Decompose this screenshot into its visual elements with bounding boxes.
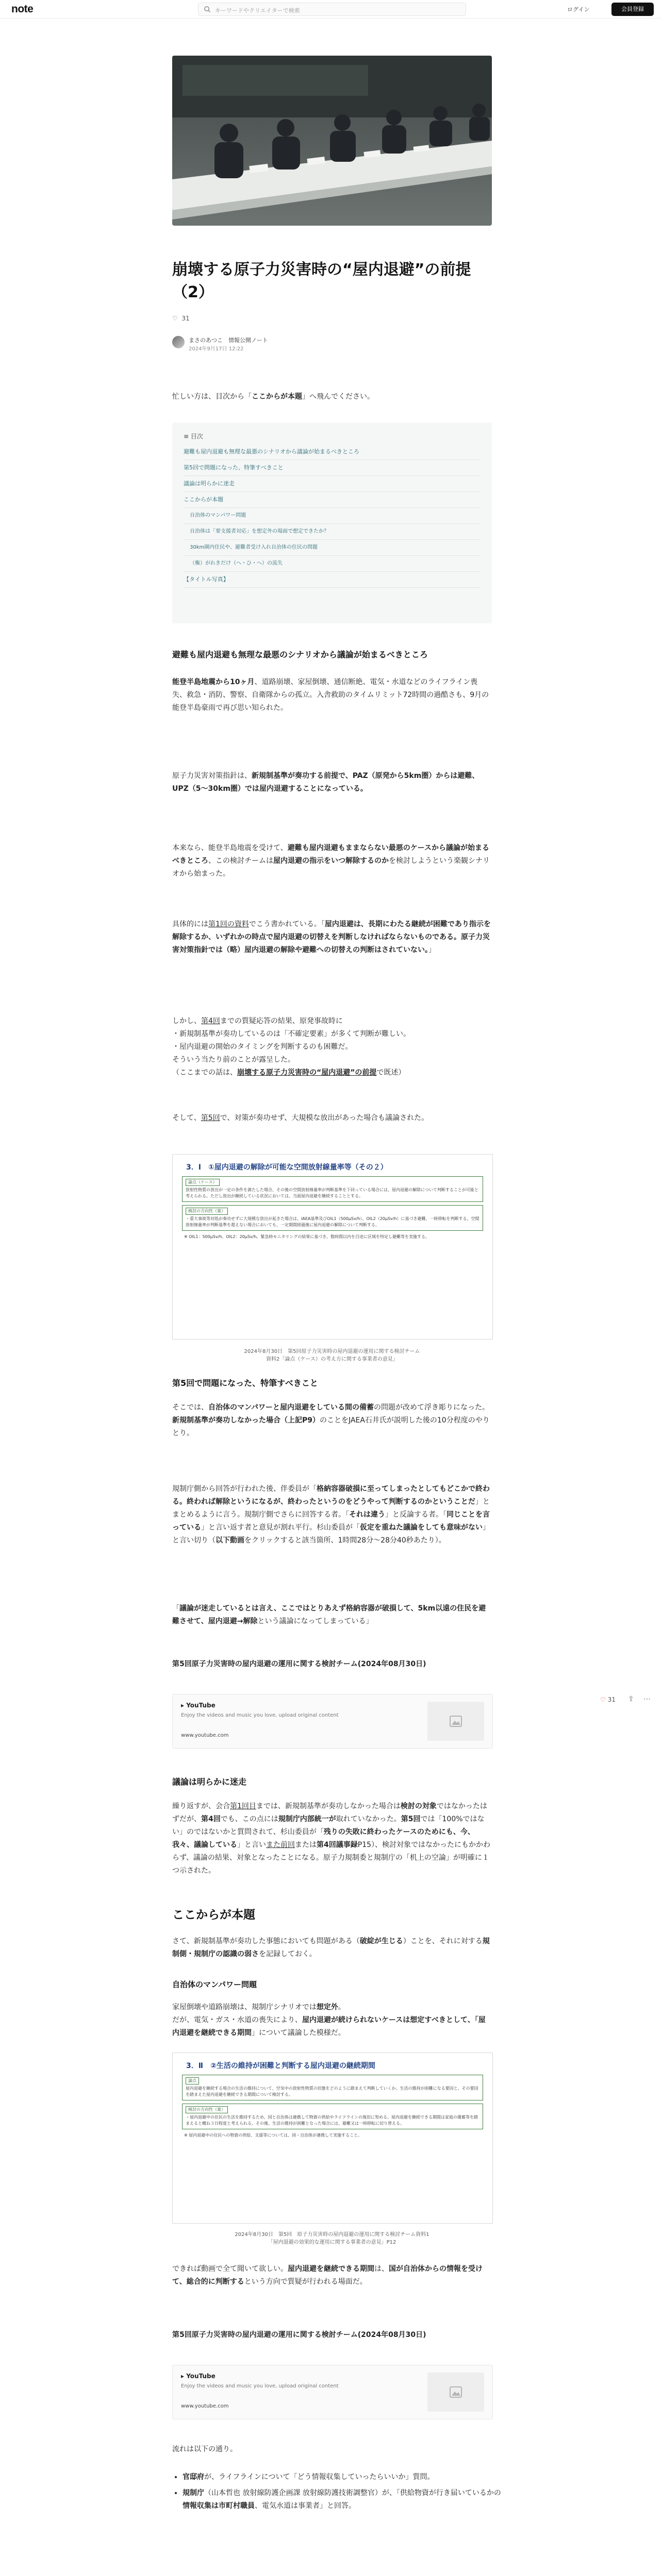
paragraph: 具体的には第1回の資料でこう書かれている。「屋内退避は、長期にわたる継続が困難であり指示を解除するか、いずれかの時点で屋内退避の切替えを判断しなければならないものである。原子力災害対策指針では（略）屋内退避の解除や避難への切替えの判断はされていない。」 [172, 920, 491, 954]
paragraph: できれば動画で全て聞いて欲しい。屋内退避を継続できる期間は、国が自治体からの情報を受けて、総合的に判断するという方向で質疑が行われる場面だ。 [172, 2265, 483, 2286]
youtube-title: ▸ YouTube [181, 1702, 216, 1709]
login-link[interactable]: ログイン [567, 6, 590, 13]
youtube-url[interactable]: www.youtube.com [181, 2403, 229, 2409]
top-header [0, 0, 662, 19]
paragraph: 原子力災害対策指針は、新規制基準が奏功する前提で、PAZ（原発から5km圏）からは避難、UPZ（5〜30km圏）では屋内退避することになっている。 [172, 772, 479, 793]
paragraph: 規制庁側から回答が行われた後、伴委員が「格納容器破損に至ってしまったとしてもどこかで終わる。終われば解除というになるが、終わったというのをどうやって判断するのかということだ」とまとめるように言う。規制庁側でさらに回答する者。「それは違う」と反論する者。「同じことを言っている」と言い返す者と意見が割れ平行。杉山委員が「仮定を重ねた議論をしても意味がない」と言い切り（以下動画をクリックすると該当箇所、1時間28分〜28分40秒あたり）。 [172, 1485, 490, 1545]
figure-box: 検討の方向性（案） ・重大事故等対処が奏功せずに大規模な放出が起きた場合は、IAEA基準及びOIL1（500μSv/h）、OIL2（20μSv/h）に基づき避難、一時移転を判断する。空間放射線量率が判断基準を超えない場合においても、一定期間経過後に屋内退避の解除について判断する。 [182, 1205, 483, 1231]
paragraph: 家屋倒壊や道路崩壊は、規制庁シナリオでは想定外。 だが、電気・ガス・水道の喪失により、屋内退避が続けられないケースは想定すべきとして、「屋内退避を継続できる期間」について議論した模様だ。 [172, 2003, 486, 2037]
video-label: 第5回原子力災害時の屋内退避の運用に関する検討チーム(2024年08月30日) [172, 1660, 426, 1668]
link-last-meeting[interactable]: また前回 [266, 1841, 295, 1849]
hero-photo [172, 56, 492, 226]
link-meeting1[interactable]: 第1回目 [230, 1802, 256, 1810]
more-options-icon[interactable]: ⋯ [643, 1695, 651, 1703]
youtube-description: Enjoy the videos and music you love, upload original content [181, 1713, 339, 1718]
paragraph: 繰り返すが、会合第1回目までは、新規制基準が奏功しなかった場合は検討の対象ではなかったはずだが、第4回でも、この点には規制庁内部統一が取れていなかった。第5回では「100%ではない」のではないかと質問されて、杉山委員が「残りの失敗に終わったケースのためにも、今、我々、議論している」と言いまた前回または第4回議事録P15）、検討対象ではなかったにもかかわらず、議論の結果、対象となったことになる。原子力規制委と規制庁の「机上の空論」が明確に１つ示された。 [172, 1802, 491, 1875]
youtube-description: Enjoy the videos and music you love, upload original content [181, 2383, 339, 2389]
figure-title: 3．Ⅰ ①屋内退避の解除が可能な空間放射線量率等（その２） [186, 1163, 388, 1172]
author-name[interactable]: まさのあつこ 情報公開ノート [189, 337, 268, 344]
toc-heading[interactable]: ≡ 目次 [184, 433, 203, 440]
paragraph: そこでは、自治体のマンパワーと屋内退避をしている間の備蓄の問題が改めて浮き彫りになった。新規制基準が奏功しなかった場合（上記P9）のことをJAEA石井氏が説明した後の10分程度のやりとり。 [172, 1403, 490, 1437]
figure-slide-2[interactable] [172, 2053, 493, 2224]
figure-box: 論点（ケース） 放射性物質の放出が一定の条件を満たした場合、その後の空間放射線量率が判断基準を下回っている場合には、屋内退避の解除について判断することが可能と考えられる。ただし放出が継続している状況においては、当面屋内退避を継続することとする。 [182, 1176, 483, 1202]
paragraph: さて、新規制基準が奏功した事態においても問題がある（破綻が生じる）ことを、それに対する規制側・規制庁の認識の弱さを記録しておく。 [172, 1937, 490, 1958]
side-like-button[interactable]: ♡ 31 [600, 1696, 616, 1703]
image-placeholder-icon [450, 2386, 462, 2398]
figure-caption: 2024年8月30日 第5回 原子力災害時の屋内退避の運用に関する検討チーム資料1 「屋内退避の効果的な運用に関する事業者の意見」P12 [235, 2232, 429, 2245]
figure-note: ※ OIL1：500μSv/h、OIL2：20μSv/h。緊急時モニタリングの結果に基づき、数時間以内を目途に区域を特定し避難等を実施する。 [184, 1234, 429, 1239]
figure-note: ※ 屋内退避中の住民への物資の供給、支援等については、国・自治体が連携して実施すること。 [184, 2133, 362, 2138]
paragraph: 流れは以下の通り。 [172, 2445, 237, 2453]
search-icon [204, 6, 211, 13]
search-bar[interactable] [198, 3, 466, 16]
figure-title: 3．Ⅱ ②生活の維持が困難と判断する屋内退避の継続期間 [186, 2062, 375, 2070]
search-placeholder: キーワードやクリエイターで検索 [215, 7, 300, 14]
toc-item[interactable]: 議論は明らかに迷走 [184, 476, 481, 492]
heart-icon[interactable]: ♡ [600, 1696, 606, 1703]
youtube-thumbnail[interactable] [427, 1702, 484, 1741]
toc-item[interactable]: 第5回で問題になった、特筆すべきこと [184, 460, 481, 476]
paragraph: 能登半島地震から10ヶ月、道路崩壊、家屋倒壊、通信断絶、電気・水道などのライフライン喪失、救急・消防、警察、自衛隊からの孤立。入舎救助のタイムリミット72時間の過酷さも、9月の能登半島豪雨で再び思い知られた。 [172, 678, 489, 712]
video-label: 第5回原子力災害時の屋内退避の運用に関する検討チーム(2024年08月30日) [172, 2331, 426, 2339]
youtube-url[interactable]: www.youtube.com [181, 1733, 229, 1738]
intro-text: 忙しい方は、目次から「ここからが本題」へ飛んでください。 [172, 393, 374, 401]
author-block[interactable] [172, 334, 492, 355]
figure-caption: 2024年8月30日 第5回原子力災害時の屋内退避の運用に関する検討チーム 資料2「論点（ケース）の考え方に関する事業者の意見」 [244, 1349, 420, 1362]
youtube-embed-card[interactable] [172, 2365, 493, 2419]
link-meeting1-doc[interactable]: 第1回の資料 [208, 920, 249, 928]
figure-slide-1[interactable] [172, 1154, 493, 1340]
paragraph: 本来なら、能登半島地震を受けて、避難も屋内退避もままならない最悪のケースから議論が始まるべきところ、この検討チームは屋内退避の指示をいつ解除するのかを検討しようという楽観シナリオから始まった。 [172, 844, 490, 878]
toc-item[interactable]: ここからが本題 [184, 492, 481, 508]
toc-item[interactable]: 自治体のマンパワー問題 [184, 508, 481, 524]
link-previous-article[interactable]: 崩壊する原子力災害時の“屋内退避”の前提 [237, 1069, 377, 1077]
like-count[interactable]: ♡ 31 [172, 315, 190, 322]
heart-icon[interactable]: ♡ [172, 315, 178, 322]
article-title: 崩壊する原子力災害時の“屋内退避”の前提（2） [172, 261, 471, 301]
figure-box: 論点 屋内退避を継続する場合の生活の維持について、空気中の放射性物質の状態をどのように踏まえて判断していくか。生活の維持が困難になる要因と、その要因を踏まえた屋内退避を継続できる期間について検討する。 [182, 2075, 483, 2100]
paragraph: しかし、第4回までの質疑応答の結果、原発事故時に ・新規制基準が奏功しているのは「不確定要素」が多くて判断が難しい。 ・屋内退避の開始のタイミングを判断するのも困難だ。 そういう当たり前のことが露呈した。 （ここまでの話は、崩壊する原子力災害時の“屋内退避”の前提で既述） [172, 1017, 410, 1077]
list-item: • 官邸府が、ライフラインについて「どう情報収集していったらいいか」質問。 [183, 2471, 502, 2484]
youtube-embed-card[interactable] [172, 1694, 493, 1749]
note-logo[interactable]: note [11, 3, 34, 15]
paragraph: そして、第5回で、対策が奏功せず、大規模な放出があった場合も議論された。 [172, 1114, 429, 1122]
toc-item[interactable]: 自治体は「要支援者対応」を想定外の場面で想定できたか？ [184, 524, 481, 540]
section-heading: 避難も屋内退避も無理な最悪のシナリオから議論が始まるべきところ [172, 650, 428, 659]
share-icon[interactable]: ⇪ [628, 1695, 634, 1703]
section-heading: 議論は明らかに迷走 [172, 1777, 247, 1787]
link-meeting4[interactable]: 第4回 [201, 1017, 220, 1025]
publish-date: 2024年9月17日 12:22 [189, 346, 244, 352]
subsection-heading: 自治体のマンパワー問題 [172, 1980, 257, 1989]
figure-box: 検討の方向性（案） ・屋内退避中の住民の生活を維持するため、国と自治体は連携して物資の供給やライフラインの復旧に努める。屋内退避を継続できる期間は家庭の備蓄等を踏まえると概ね３日程度と考えられる。その後、生活の維持が困難となった場合には、避難又は一時移転に切り替える。 [182, 2104, 483, 2129]
youtube-title: ▸ YouTube [181, 2372, 216, 2380]
section-heading: 第5回で問題になった、特筆すべきこと [172, 1378, 318, 1388]
toc-item[interactable]: （権）がれきだけ（へ・ひ・へ）の流失 [184, 556, 481, 572]
link-meeting5[interactable]: 第5回 [201, 1114, 220, 1122]
toc-item[interactable]: 避難も屋内退避も無理な最悪のシナリオから議論が始まるべきところ [184, 444, 481, 460]
image-placeholder-icon [450, 1716, 462, 1727]
paragraph: 「議論が迷走しているとは言え、ここではとりあえず格納容器が破損して、5km以遠の住民を避難させて、屋内退避→解除という議論になってしまっている」 [172, 1604, 486, 1625]
bullet-list [172, 2471, 502, 2516]
table-of-contents [172, 422, 492, 623]
section-heading-main: ここからが本題 [172, 1908, 255, 1922]
toc-item[interactable]: 【タイトル写真】 [184, 572, 481, 588]
author-avatar[interactable] [172, 336, 185, 348]
signup-button[interactable]: 会員登録 [611, 3, 654, 16]
youtube-thumbnail[interactable] [427, 2372, 484, 2412]
list-item: • 規制庁（山本哲也 放射線防護企画課 放射線防護技術調整官）が、「供給物資が行き届いているかの情報収集は市町村職員、電気水道は事業者」と回答。 [183, 2487, 502, 2513]
toc-item[interactable]: 30km圏内住民や、避難者受け入れ自治体の住民の問題 [184, 540, 481, 556]
